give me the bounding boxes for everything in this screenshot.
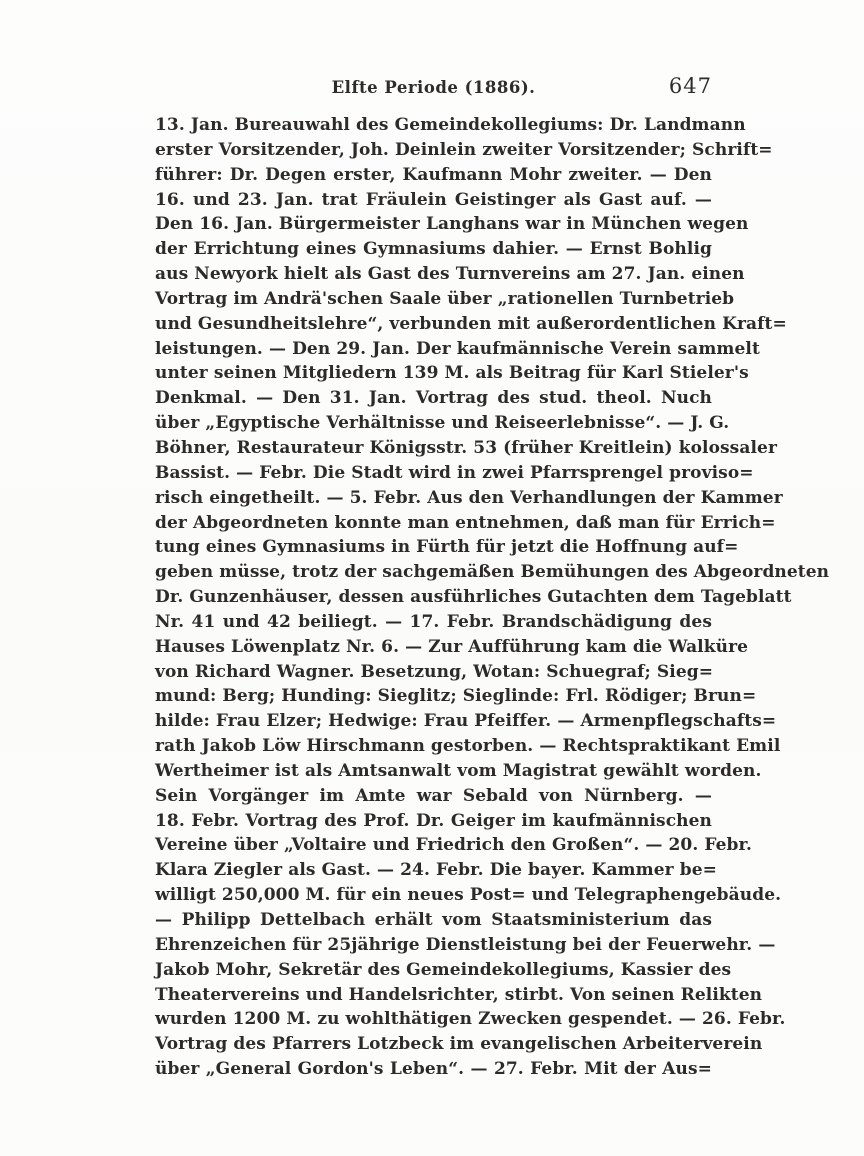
text-line: Den 16. Jan. Bürgermeister Langhans war in München wegen — [155, 214, 749, 235]
text-line: über „Egyptische Verhältnisse und Reiseerlebnisse“. — J. G. — [155, 413, 730, 434]
text-line: führer: Dr. Degen erster, Kaufmann Mohr zweiter. — Den — [155, 164, 712, 185]
text-line: Denkmal. — Den 31. Jan. Vortrag des stud. theol. Nuch — [155, 388, 712, 409]
text-line: Jakob Mohr, Sekretär des Gemeindekollegiums, Kassier des — [155, 959, 732, 980]
page-number: 647 — [668, 74, 712, 98]
text-line: erster Vorsitzender, Joh. Deinlein zweiter Vorsitzender; Schrift= — [155, 139, 773, 160]
text-line: der Abgeordneten konnte man entnehmen, daß man für Errich= — [155, 512, 776, 533]
text-line: Ehrenzeichen für 25jährige Dienstleistung bei der Feuerwehr. — — [155, 934, 776, 955]
text-line: rath Jakob Löw Hirschmann gestorben. — Rechtspraktikant Emil — [155, 736, 781, 757]
text-line: geben müsse, trotz der sachgemäßen Bemühungen des Abgeordneten — [155, 562, 830, 583]
text-line: Wertheimer ist als Amtsanwalt vom Magistrat gewählt worden. — [155, 760, 762, 781]
text-line: Sein Vorgänger im Amte war Sebald von Nürnberg. — — [155, 785, 712, 806]
text-line: unter seinen Mitgliedern 139 M. als Beitrag für Karl Stieler's — [155, 363, 749, 384]
text-line: Böhner, Restaurateur Königsstr. 53 (früher Kreitlein) kolossaler — [155, 437, 778, 458]
text-line: Vereine über „Voltaire und Friedrich den Großen“. — 20. Febr. — [155, 835, 753, 856]
text-line: Vortrag des Pfarrers Lotzbeck im evangelischen Arbeiterverein — [155, 1034, 763, 1055]
text-line: Bassist. — Febr. Die Stadt wird in zwei Pfarrsprengel proviso= — [155, 462, 754, 483]
text-line: 18. Febr. Vortrag des Prof. Dr. Geiger im kaufmännischen — [155, 810, 712, 831]
text-line: über „General Gordon's Leben“. — 27. Febr. Mit der Aus= — [155, 1059, 712, 1080]
text-line: risch eingetheilt. — 5. Febr. Aus den Verhandlungen der Kammer — [155, 487, 783, 508]
text-line: — Philipp Dettelbach erhält vom Staatsministerium das — [155, 910, 712, 930]
text-line: und Gesundheitslehre“, verbunden mit außerordentlichen Kraft= — [155, 313, 787, 334]
text-line: leistungen. — Den 29. Jan. Der kaufmännische Verein sammelt — [155, 338, 760, 359]
text-line: Dr. Gunzenhäuser, dessen ausführliches Gutachten dem Tageblatt — [155, 587, 792, 608]
text-line: willigt 250,000 M. für ein neues Post= und Telegraphengebäude. — [155, 885, 782, 906]
text-line: wurden 1200 M. zu wohlthätigen Zwecken gespendet. — 26. Febr. — [155, 1009, 786, 1030]
text-line: tung eines Gymnasiums in Fürth für jetzt die Hoffnung auf= — [155, 537, 739, 558]
running-header-title: Elfte Periode (1886). — [331, 78, 536, 97]
text-line: mund: Berg; Hunding: Sieglitz; Sieglinde: Frl. Rödiger; Brun= — [155, 686, 757, 707]
text-line: Vortrag im Andrä'schen Saale über „rationellen Turnbetrieb — [155, 288, 735, 309]
text-line: Theatervereins und Handelsrichter, stirbt. Von seinen Relikten — [155, 984, 763, 1005]
text-line: 13. Jan. Bureauwahl des Gemeindekollegiums: Dr. Landmann — [155, 115, 746, 135]
text-line: Nr. 41 und 42 beiliegt. — 17. Febr. Brandschädigung des — [155, 611, 712, 632]
text-line: 16. und 23. Jan. trat Fräulein Geistinger als Gast auf. — — [155, 189, 712, 210]
text-line: Klara Ziegler als Gast. — 24. Febr. Die bayer. Kammer be= — [155, 860, 717, 881]
text-line: Hauses Löwenplatz Nr. 6. — Zur Aufführung kam die Walküre — [155, 636, 749, 657]
text-line: der Errichtung eines Gymnasiums dahier. — Ernst Bohlig — [155, 239, 712, 260]
page-body-text — [155, 113, 830, 1082]
text-line: aus Newyork hielt als Gast des Turnvereins am 27. Jan. einen — [155, 264, 745, 285]
text-line: von Richard Wagner. Besetzung, Wotan: Schuegraf; Sieg= — [155, 661, 714, 682]
text-line: hilde: Frau Elzer; Hedwige: Frau Pfeiffer. — Armenpflegschafts= — [155, 711, 777, 732]
